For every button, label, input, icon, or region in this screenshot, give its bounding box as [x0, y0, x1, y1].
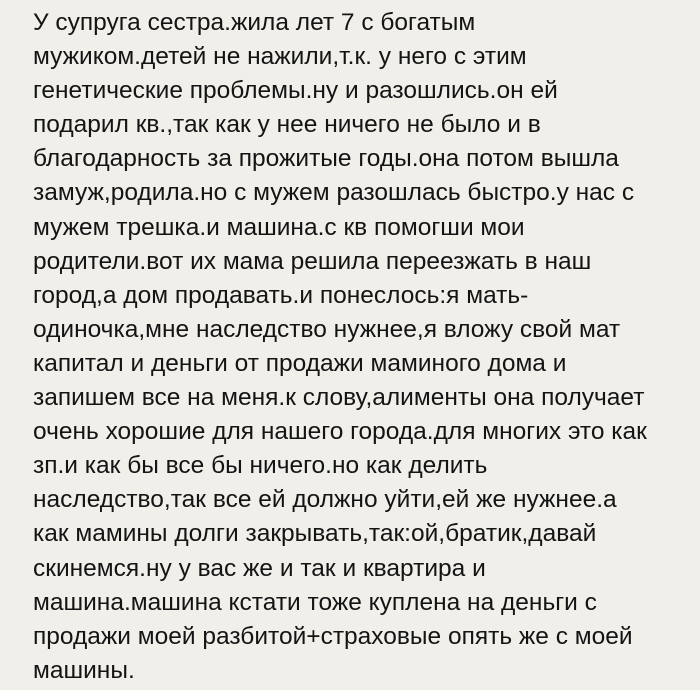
- text-line-20: машины.: [33, 656, 135, 684]
- text-line-5: благодарность за прожитые годы.она потом вышла: [33, 145, 619, 173]
- post-text: [33, 6, 693, 688]
- text-line-6: замуж,родила.но с мужем разошлась быстро.у нас с: [33, 179, 635, 207]
- text-line-14: зп.и как бы все бы ничего.но как делить: [33, 452, 488, 480]
- text-line-12: запишем все на меня.к слову,алименты она получает: [33, 384, 645, 412]
- text-line-1: У супруга сестра.жила лет 7 с богатым: [33, 9, 476, 36]
- text-line-11: капитал и деньги от продажи маминого дома и: [33, 349, 567, 377]
- text-line-10: одиночка,мне наследство нужнее,я вложу свой мат: [33, 315, 621, 343]
- text-line-8: родители.вот их мама решила переезжать в наш: [33, 247, 592, 275]
- text-line-19: продажи моей разбитой+страховые опять же с моей: [33, 622, 633, 650]
- text-line-15: наследство,так все ей должно уйти,ей же нужнее.а: [33, 486, 617, 514]
- text-line-16: как мамины долги закрывать,так:ой,братик,давай: [33, 520, 597, 548]
- text-line-18: машина.машина кстати тоже куплена на деньги с: [33, 588, 597, 616]
- text-line-4: подарил кв.,так как у нее ничего не было и в: [33, 111, 541, 139]
- text-line-7: мужем трешка.и машина.с кв помогши мои: [33, 213, 525, 241]
- text-line-3: генетические проблемы.ну и разошлись.он ей: [33, 77, 558, 105]
- text-line-17: скинемся.ну у вас же и так и квартира и: [33, 554, 486, 582]
- text-line-9: город,а дом продавать.и понеслось:я мать-: [33, 281, 529, 309]
- text-line-13: очень хорошие для нашего города.для многих это как: [33, 418, 647, 446]
- text-line-2: мужиком.детей не нажили,т.к. у него с этим: [33, 43, 527, 71]
